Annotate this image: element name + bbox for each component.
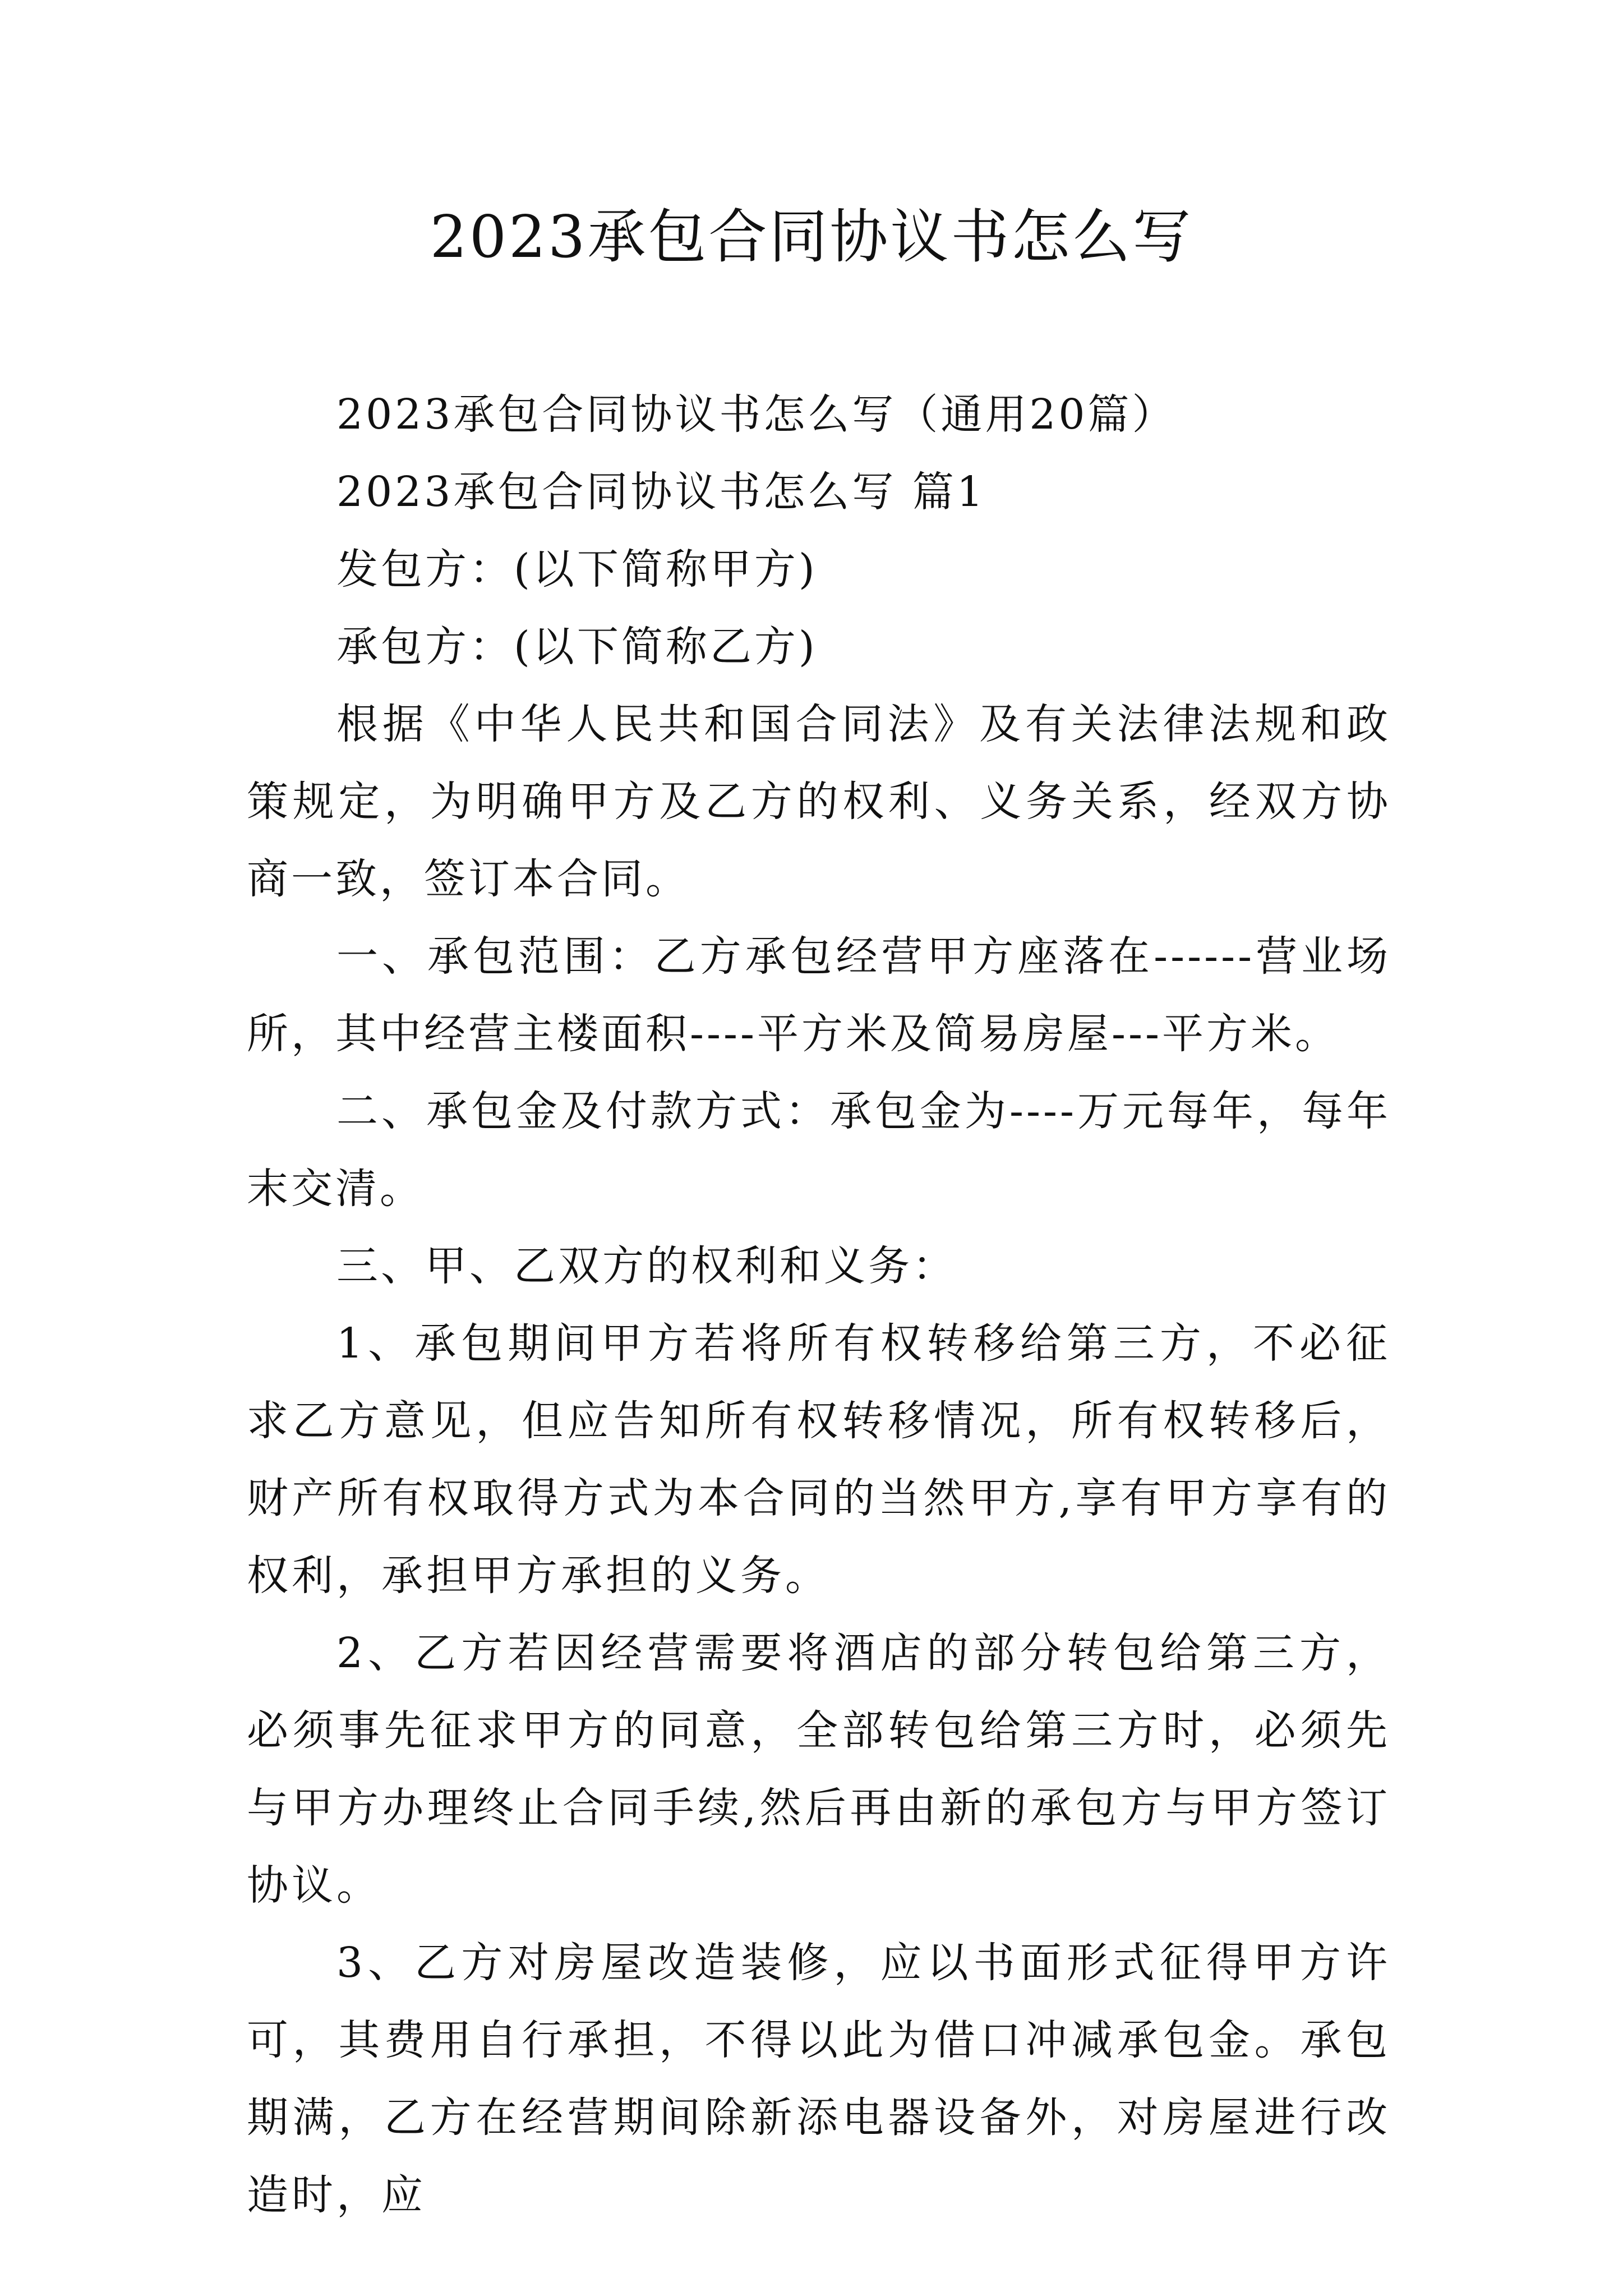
paragraph-item-3: 3、乙方对房屋改造装修，应以书面形式征得甲方许可，其费用自行承担，不得以此为借口冲减承包金。承包期满，乙方在经营期间除新添电器设备外，对房屋进行改造时，应: [247, 1939, 1391, 2219]
paragraph-party-b: 承包方：(以下简称乙方): [336, 623, 818, 671]
paragraph-clause-2: 二、承包金及付款方式：承包金为----万元每年，每年末交清。: [247, 1087, 1391, 1213]
paragraph-item-2: 2、乙方若因经营需要将酒店的部分转包给第三方，必须事先征求甲方的同意，全部转包给第三方时，必须先与甲方办理终止合同手续,然后再由新的承包方与甲方签订协议。: [247, 1629, 1391, 1910]
document-body: [247, 376, 1391, 2234]
paragraph-clause-1: 一、承包范围：乙方承包经营甲方座落在------营业场所，其中经营主楼面积----平方米及简易房屋---平方米。: [247, 932, 1391, 1058]
paragraph-item-1: 1、承包期间甲方若将所有权转移给第三方，不必征求乙方意见，但应告知所有权转移情况，所有权转移后，财产所有权取得方式为本合同的当然甲方,享有甲方享有的权利，承担甲方承担的义务。: [247, 1319, 1391, 1600]
document-title: 2023承包合同协议书怎么写: [430, 203, 1193, 271]
paragraph-section-heading: 2023承包合同协议书怎么写 篇1: [336, 468, 986, 516]
paragraph-party-a: 发包方：(以下简称甲方): [336, 545, 818, 593]
paragraph-preamble: 根据《中华人民共和国合同法》及有关法律法规和政策规定，为明确甲方及乙方的权利、义务关系，经双方协商一致，签订本合同。: [247, 700, 1391, 903]
paragraph-subtitle: 2023承包合同协议书怎么写（通用20篇）: [336, 390, 1177, 439]
paragraph-clause-3: 三、甲、乙双方的权利和义务：: [336, 1242, 957, 1290]
